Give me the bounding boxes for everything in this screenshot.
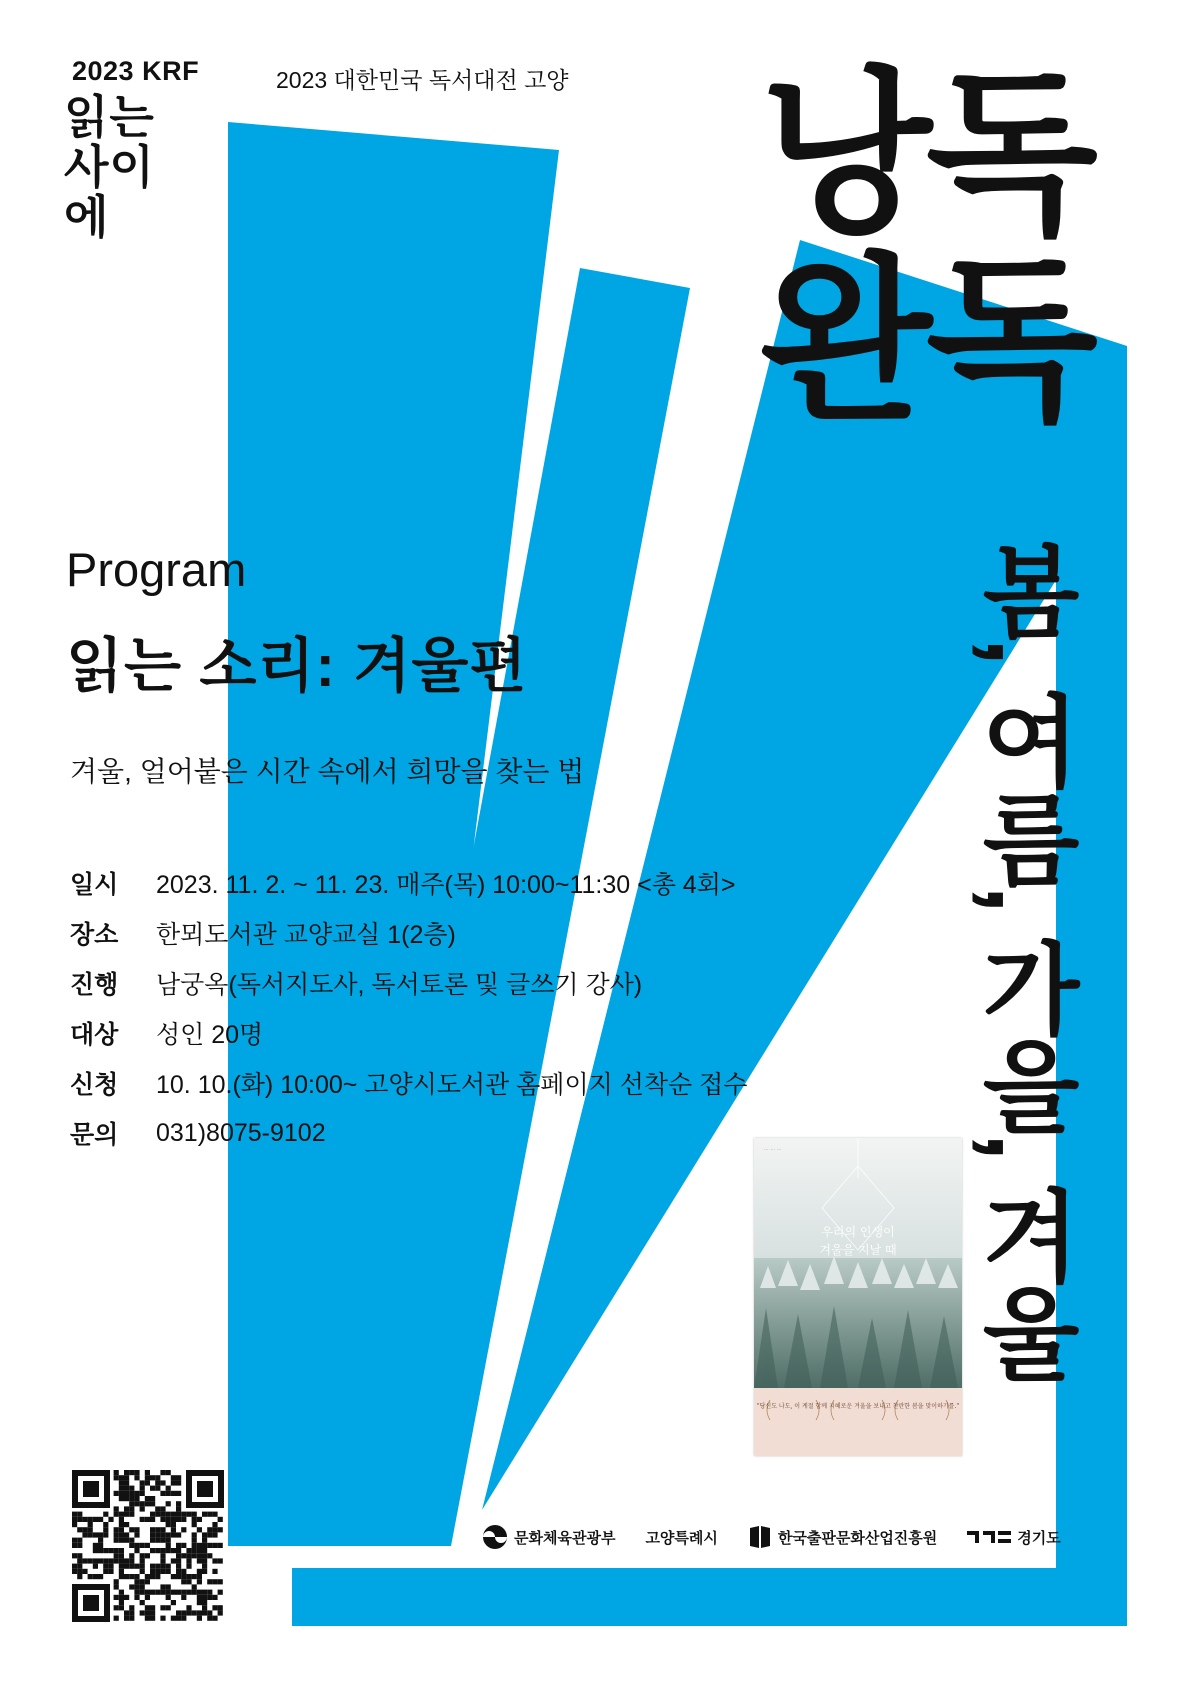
book-title-line1: 우리의 인생이 [821, 1225, 895, 1239]
sponsor-name: 한국출판문화산업진흥원 [777, 1529, 938, 1547]
program-details [70, 858, 747, 1158]
book-title-line2: 겨울을 지날 때 [819, 1243, 897, 1257]
detail-label: 신청 [70, 1071, 119, 1099]
gyeonggi-logo-icon [967, 1529, 1011, 1545]
detail-value: 2023. 11. 2. ~ 11. 23. 매주(목) 10:00~11:30 <총 4회> [156, 871, 736, 899]
detail-value: 성인 20명 [156, 1021, 264, 1049]
sponsor-mcst [482, 1524, 615, 1550]
detail-value: 10. 10.(화) 10:00~ 고양시도서관 홈페이지 선착순 접수 [156, 1071, 748, 1099]
sponsor-kpipa [748, 1524, 937, 1550]
detail-row-apply [70, 1058, 747, 1108]
detail-row-date [70, 858, 747, 908]
book-quote: "당신도 나도, 이 계절 함께 지혜로운 겨울을 보내고 찬란한 봄을 맞이하기를." [756, 1403, 960, 1410]
open-book-icon [748, 1524, 772, 1550]
detail-label: 대상 [70, 1021, 119, 1049]
book-cover-image [754, 1138, 962, 1456]
detail-value: 한뫼도서관 교양교실 1(2층) [156, 921, 456, 949]
sponsor-name: 경기도 [1017, 1529, 1061, 1547]
sponsor-logos [482, 1522, 1091, 1552]
detail-label: 장소 [70, 921, 119, 949]
detail-row-place [70, 908, 747, 958]
korea-taegeuk-icon [482, 1524, 508, 1550]
program-subtitle: 겨울, 얼어붙은 시간 속에서 희망을 찾는 법 [70, 756, 585, 787]
detail-label: 일시 [70, 871, 119, 899]
brand-year: 2023 KRF [72, 56, 200, 86]
seasons-vertical-title: 봄, 여름, 가을, 겨울 [966, 540, 1078, 1381]
sponsor-gyeonggi [967, 1527, 1060, 1548]
main-title-line2: 완독 [760, 241, 1092, 440]
book-author-text: ··· ··· ··· [764, 1147, 782, 1153]
program-title: 읽는 소리: 겨울편 [66, 633, 528, 699]
sponsor-name: 문화체육관광부 [514, 1529, 616, 1547]
detail-row-host [70, 958, 747, 1008]
brand-name: 읽는 사이에 [64, 91, 155, 243]
detail-row-target [70, 1008, 747, 1058]
detail-value: 남궁옥(독서지도사, 독서토론 및 글쓰기 강사) [156, 971, 643, 999]
sponsor-goyang [645, 1527, 717, 1548]
program-kicker: Program [66, 543, 247, 596]
qr-code[interactable] [72, 1470, 224, 1622]
festival-name: 2023 대한민국 독서대전 고양 [276, 67, 569, 93]
sponsor-name: 고양특례시 [645, 1529, 718, 1547]
main-title-line1: 낭독 [760, 55, 1092, 254]
detail-value: 031)8075-9102 [156, 1118, 326, 1147]
detail-row-contact [70, 1108, 747, 1158]
detail-label: 진행 [70, 971, 119, 999]
detail-label: 문의 [70, 1121, 119, 1149]
